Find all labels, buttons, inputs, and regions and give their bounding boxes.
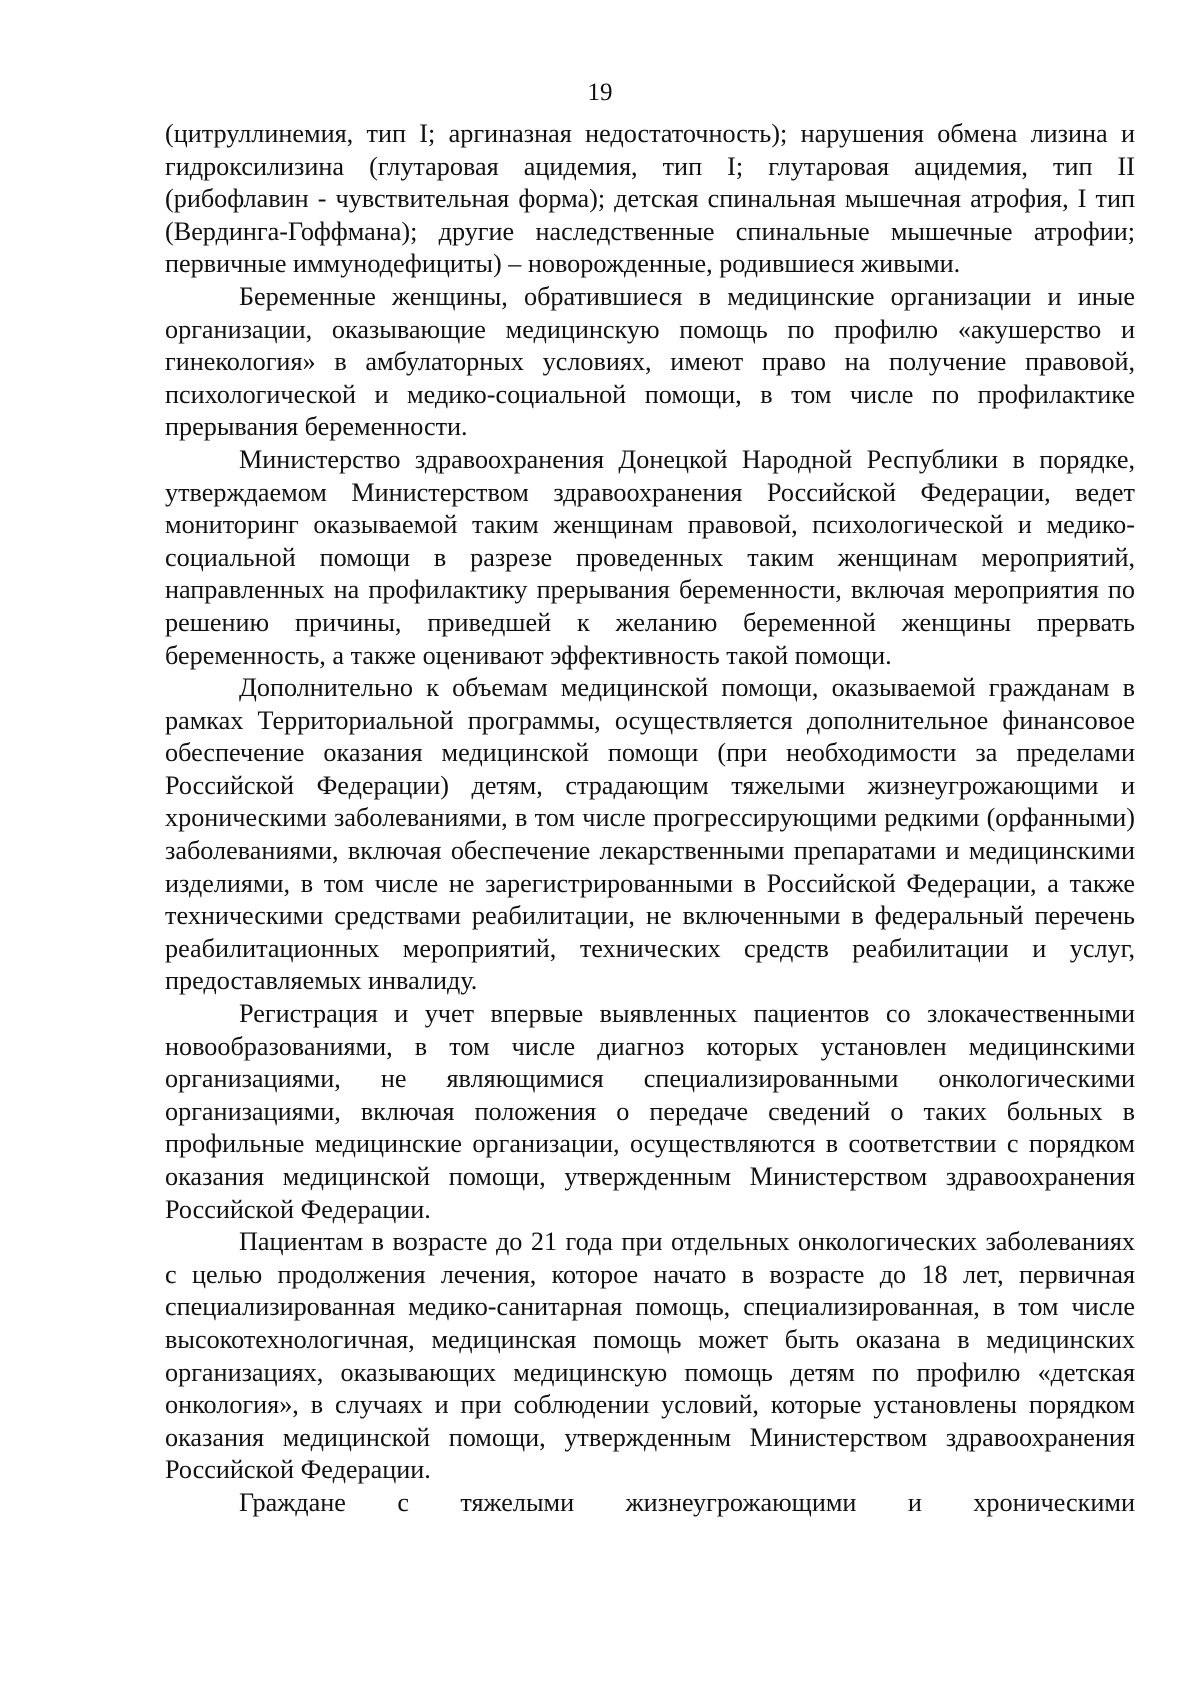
paragraph-citizens-start: Граждане с тяжелыми жизнеугрожающими и хроническими xyxy=(239,1487,1135,1517)
paragraph-oncology-registration: Регистрация и учет впервые выявленных пациентов со злокачественными новообразованиями, в том числе диагноз которых установлен медицинскими организациями, не являющимися специализированными онкологическими организациями, включая положения о передаче сведений о таких больных в профильные медицинские организации, осуществляются в соответствии с порядком оказания медицинской помощи, утвержденным Министерством здравоохранения Российской Федерации. xyxy=(165,999,1135,1224)
paragraph-ministry-monitoring: Министерство здравоохранения Донецкой Народной Республики в порядке, утверждаемом Министерством здравоохранения Российской Федерации, ведет мониторинг оказываемой таким женщинам правовой, психологической и медико-социальной помощи в разрезе проведенных таким женщинам мероприятий, направленных на профилактику прерывания беременности, включая мероприятия по решению причины, приведшей к желанию беременной женщины прервать беременность, а также оценивают эффективность такой помощи. xyxy=(165,444,1135,670)
body-text xyxy=(165,118,1135,1520)
page-number: 19 xyxy=(587,79,613,106)
paragraph-additional-funding: Дополнительно к объемам медицинской помощи, оказываемой гражданам в рамках Территориальной программы, осуществляется дополнительное финансовое обеспечение оказания медицинской помощи (при необходимости за пределами Российской Федерации) детям, страдающим тяжелыми жизнеугрожающими и хроническими заболеваниями, в том числе прогрессирующими редкими (орфанными) заболеваниями, включая обеспечение лекарственными препаратами и медицинскими изделиями, в том числе не зарегистрированными в Российской Федерации, а также техническими средствами реабилитации, не включенными в федеральный перечень реабилитационных мероприятий, технических средств реабилитации и услуг, предоставляемых инвалиду. xyxy=(165,673,1135,996)
paragraph-pregnant-women: Беременные женщины, обратившиеся в медицинские организации и иные организации, оказывающие медицинскую помощь по профилю «акушерство и гинекология» в амбулаторных условиях, имеют право на получение правовой, психологической и медико-социальной помощи, в том числе по профилактике прерывания беременности. xyxy=(165,281,1135,442)
paragraph-continuation: (цитруллинемия, тип I; аргиназная недостаточность); нарушения обмена лизина и гидроксилизина (глутаровая ацидемия, тип I; глутаровая ацидемия, тип II (рибофлавин - чувствительная форма); детская спинальная мышечная атрофия, I тип (Вердинга-Гоффмана); другие наследственные спинальные мышечные атрофии; первичные иммунодефициты) – новорожденные, родившиеся живыми. xyxy=(165,119,1135,279)
paragraph-patients-under-21: Пациентам в возрасте до 21 года при отдельных онкологических заболеваниях с целью продолжения лечения, которое начато в возрасте до 18 лет, первичная специализированная медико-санитарная помощь, специализированная, в том числе высокотехнологичная, медицинская помощь может быть оказана в медицинских организациях, оказывающих медицинскую помощь детям по профилю «детская онкология», в случаях и при соблюдении условий, которые установлены порядком оказания медицинской помощи, утвержденным Министерством здравоохранения Российской Федерации. xyxy=(165,1227,1135,1485)
